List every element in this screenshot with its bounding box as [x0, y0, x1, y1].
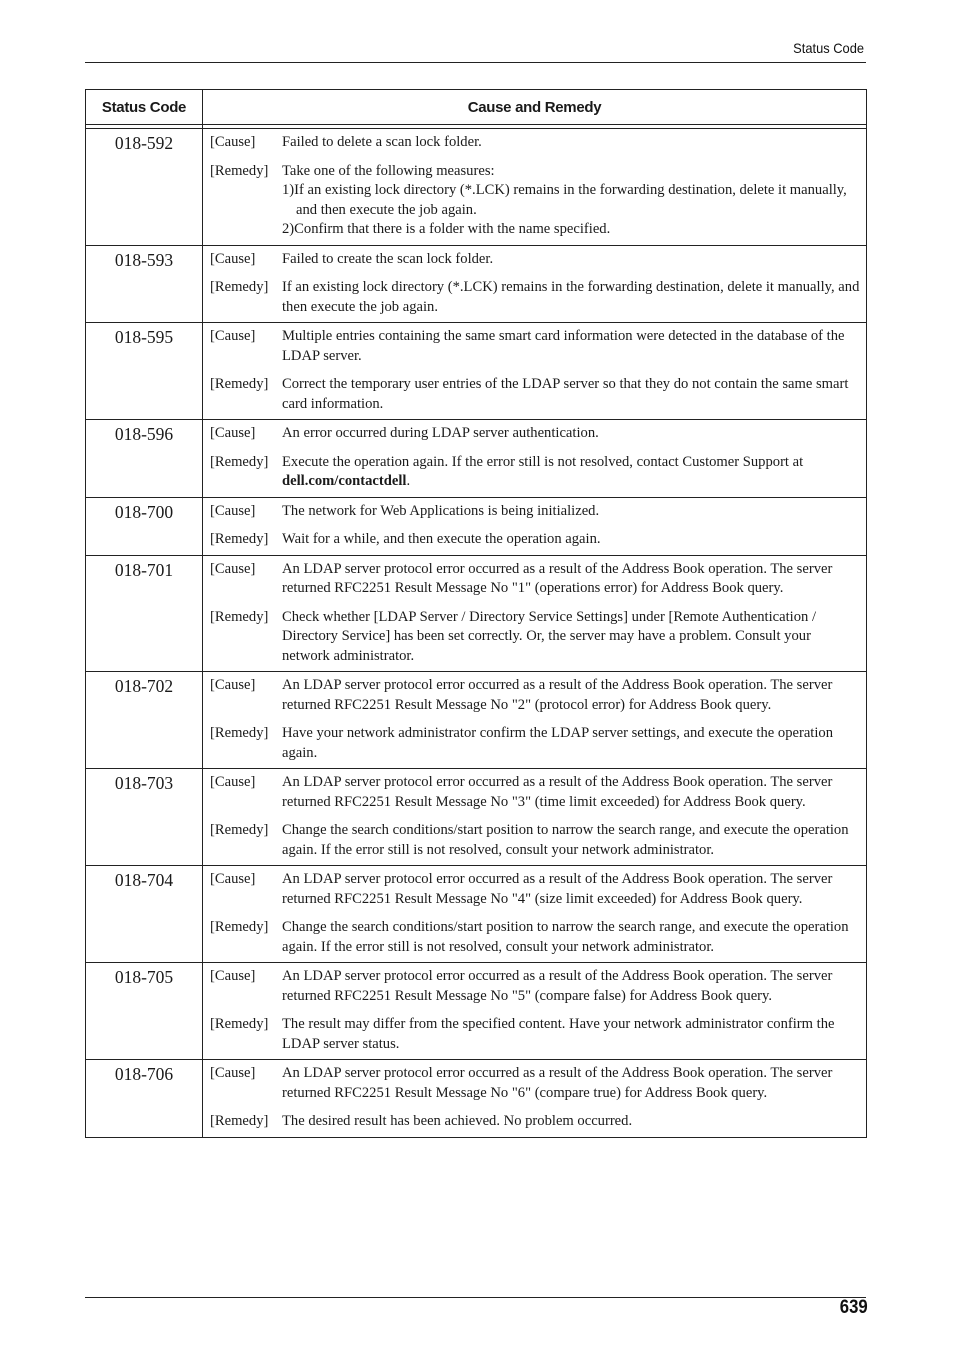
status-code-cell: 018-704 — [86, 866, 203, 963]
cause-entry — [210, 967, 860, 1006]
table-body — [86, 129, 867, 1138]
table-row — [86, 323, 867, 420]
support-url-text: dell.com/contactdell — [282, 473, 407, 489]
remedy-entry — [210, 1112, 860, 1132]
entry-text-segment: Have your network administrator confirm the LDAP server settings, and execute the operation again. — [282, 725, 834, 761]
remedy-measure-item: 1)If an existing lock directory (*.LCK) remains in the forwarding destination, delete it manually, and then execute the job again. — [282, 182, 847, 218]
table-row — [86, 129, 867, 246]
remedy-measure-item: 2)Confirm that there is a folder with the name specified. — [282, 221, 611, 237]
entry-text — [282, 1112, 860, 1132]
entry-text — [282, 821, 860, 860]
entry-tag: [Cause] — [210, 560, 256, 577]
entry-text — [282, 502, 860, 522]
entry-text-segment: An LDAP server protocol error occurred as a result of the Address Book operation. The server returned RFC2251 Result Message No "1" (operations error) for Address Book query. — [282, 560, 833, 596]
entry-text-segment: An LDAP server protocol error occurred as a result of the Address Book operation. The server returned RFC2251 Result Message No "6" (compare true) for Address Book query. — [282, 1065, 833, 1101]
entry-tag: [Remedy] — [210, 531, 269, 547]
entry-tag: [Cause] — [210, 871, 256, 887]
cause-entry — [210, 560, 860, 599]
entry-text-segment: Execute the operation again. If the error still is not resolved, contact Customer Support at — [282, 453, 804, 470]
status-code-table — [85, 89, 867, 1138]
entry-text-line — [282, 278, 860, 317]
entry-text-segment: Correct the temporary user entries of the LDAP server so that they do not contain the same smart card information. — [282, 376, 849, 412]
remedy-entry — [210, 162, 860, 240]
entry-text-segment: If an existing lock directory (*.LCK) remains in the forwarding destination, delete it manually, and then execute the job again. — [282, 279, 860, 315]
entry-text — [282, 967, 860, 1006]
entry-tag: [Cause] — [210, 134, 256, 150]
status-code-cell: 018-700 — [86, 497, 203, 555]
status-code-table-container — [85, 89, 866, 1138]
entry-text — [282, 424, 860, 444]
cause-remedy-cell — [203, 420, 867, 498]
entry-text — [282, 133, 860, 153]
entry-text-segment: An error occurred during LDAP server authentication. — [282, 425, 599, 441]
cause-remedy-cell — [203, 555, 867, 672]
entry-tag: [Cause] — [210, 968, 256, 984]
cause-entry — [210, 327, 860, 366]
entry-text — [282, 608, 860, 667]
remedy-entry — [210, 278, 860, 317]
entry-text-segment: The result may differ from the specified content. Have your network administrator confirm the LDAP server status. — [282, 1016, 835, 1052]
entry-text — [282, 327, 860, 366]
header-rule — [85, 62, 866, 63]
entry-text — [282, 1064, 860, 1103]
entry-text — [282, 250, 860, 270]
entry-text-line — [282, 560, 860, 599]
cause-remedy-cell — [203, 769, 867, 866]
entry-text-line — [282, 1064, 860, 1103]
status-code-cell: 018-593 — [86, 245, 203, 323]
status-code-cell: 018-705 — [86, 963, 203, 1060]
entry-text-segment: An LDAP server protocol error occurred as a result of the Address Book operation. The server returned RFC2251 Result Message No "3" (time limit exceeded) for Address Book query. — [282, 774, 833, 810]
table-row — [86, 1060, 867, 1138]
entry-text — [282, 676, 860, 715]
cause-remedy-cell — [203, 963, 867, 1060]
remedy-entry — [210, 918, 860, 957]
entry-text — [282, 724, 860, 763]
table-row — [86, 245, 867, 323]
entry-tag: [Cause] — [210, 1065, 256, 1081]
entry-text-line — [282, 676, 860, 715]
status-code-cell: 018-703 — [86, 769, 203, 866]
table-row — [86, 769, 867, 866]
column-header-cause-remedy: Cause and Remedy — [203, 90, 867, 125]
entry-tag: [Cause] — [210, 774, 256, 790]
cause-remedy-cell — [203, 245, 867, 323]
entry-text — [282, 560, 860, 599]
entry-text-segment: Take one of the following measures: — [282, 162, 495, 179]
entry-tag: [Remedy] — [210, 453, 269, 470]
cause-entry — [210, 773, 860, 812]
entry-text-segment: The desired result has been achieved. No problem occurred. — [282, 1113, 633, 1129]
entry-text-line — [282, 424, 860, 444]
table-row — [86, 672, 867, 769]
column-header-status-code: Status Code — [86, 90, 203, 125]
status-code-cell: 018-595 — [86, 323, 203, 420]
entry-text-line — [282, 530, 860, 550]
entry-tag: [Remedy] — [210, 1113, 269, 1129]
remedy-entry — [210, 1015, 860, 1054]
entry-tag: [Remedy] — [210, 279, 269, 295]
entry-tag: [Remedy] — [210, 725, 269, 741]
status-code-cell: 018-596 — [86, 420, 203, 498]
entry-text-line — [282, 453, 860, 492]
entry-text — [282, 453, 860, 492]
entry-text-suffix: . — [406, 473, 411, 489]
remedy-entry — [210, 453, 860, 492]
table-row — [86, 420, 867, 498]
entry-text-segment: Multiple entries containing the same smart card information were detected in the database of the LDAP server. — [282, 328, 845, 364]
cause-entry — [210, 870, 860, 909]
entry-text-line — [282, 162, 860, 182]
cause-entry — [210, 676, 860, 715]
status-code-cell: 018-702 — [86, 672, 203, 769]
cause-entry — [210, 1064, 860, 1103]
entry-tag: [Remedy] — [210, 919, 269, 935]
entry-text-segment: Change the search conditions/start position to narrow the search range, and execute the operation again. If the error still is not resolved, consult your network administrator. — [282, 822, 849, 858]
entry-text-line — [282, 608, 860, 667]
cause-entry — [210, 502, 860, 522]
entry-tag: [Remedy] — [210, 822, 269, 838]
entry-text — [282, 870, 860, 909]
table-row — [86, 555, 867, 672]
entry-text — [282, 375, 860, 414]
entry-text-segment: An LDAP server protocol error occurred as a result of the Address Book operation. The server returned RFC2251 Result Message No "4" (size limit exceeded) for Address Book query. — [282, 871, 833, 907]
entry-text-segment: An LDAP server protocol error occurred as a result of the Address Book operation. The server returned RFC2251 Result Message No "5" (compare false) for Address Book query. — [282, 968, 833, 1004]
entry-text-line — [282, 502, 860, 522]
entry-text-segment: Failed to delete a scan lock folder. — [282, 134, 482, 150]
entry-text — [282, 278, 860, 317]
entry-text-line — [282, 724, 860, 763]
table-header-row — [86, 90, 867, 125]
entry-tag: [Remedy] — [210, 376, 269, 392]
entry-text-line — [282, 250, 860, 270]
entry-tag: [Cause] — [210, 502, 256, 519]
entry-text-line — [282, 1015, 860, 1054]
status-code-cell: 018-706 — [86, 1060, 203, 1138]
cause-entry — [210, 250, 860, 270]
cause-remedy-cell — [203, 1060, 867, 1138]
status-code-cell: 018-592 — [86, 129, 203, 246]
entry-text-line — [282, 870, 860, 909]
running-header-title: Status Code — [793, 40, 864, 56]
entry-text — [282, 162, 860, 240]
page-number: 639 — [840, 1297, 868, 1318]
entry-text-line — [282, 773, 860, 812]
entry-text — [282, 918, 860, 957]
table-row — [86, 866, 867, 963]
entry-text-line — [282, 375, 860, 414]
entry-text-line — [282, 327, 860, 366]
remedy-entry — [210, 821, 860, 860]
cause-remedy-cell — [203, 129, 867, 246]
cause-entry — [210, 133, 860, 153]
entry-text-line — [282, 133, 860, 153]
entry-tag: [Remedy] — [210, 162, 269, 179]
cause-remedy-cell — [203, 497, 867, 555]
cause-remedy-cell — [203, 672, 867, 769]
entry-text-line — [282, 918, 860, 957]
table-row — [86, 963, 867, 1060]
entry-text-segment: An LDAP server protocol error occurred as a result of the Address Book operation. The server returned RFC2251 Result Message No "2" (protocol error) for Address Book query. — [282, 677, 833, 713]
entry-text-segment: Change the search conditions/start position to narrow the search range, and execute the operation again. If the error still is not resolved, consult your network administrator. — [282, 919, 849, 955]
status-code-cell: 018-701 — [86, 555, 203, 672]
cause-entry — [210, 424, 860, 444]
remedy-entry — [210, 530, 860, 550]
remedy-entry — [210, 375, 860, 414]
entry-text — [282, 773, 860, 812]
entry-tag: [Cause] — [210, 677, 256, 693]
entry-text-line — [282, 1112, 860, 1132]
remedy-entry — [210, 724, 860, 763]
remedy-entry — [210, 608, 860, 667]
entry-text-segment: Failed to create the scan lock folder. — [282, 250, 494, 267]
entry-tag: [Cause] — [210, 250, 256, 267]
entry-text-line — [282, 967, 860, 1006]
footer-rule — [85, 1297, 866, 1298]
entry-tag: [Remedy] — [210, 1016, 269, 1032]
entry-tag: [Remedy] — [210, 608, 269, 625]
entry-text-segment: Wait for a while, and then execute the operation again. — [282, 531, 601, 547]
entry-text-line — [282, 821, 860, 860]
table-row — [86, 497, 867, 555]
cause-remedy-cell — [203, 866, 867, 963]
entry-tag: [Cause] — [210, 328, 256, 344]
entry-tag: [Cause] — [210, 425, 256, 441]
cause-remedy-cell — [203, 323, 867, 420]
entry-text — [282, 530, 860, 550]
entry-text-segment: Check whether [LDAP Server / Directory Service Settings] under [Remote Authentication / Directory Service] has been set correctly. Or, the server may have a problem. Consult your network administrator. — [282, 608, 817, 664]
entry-text — [282, 1015, 860, 1054]
entry-text-segment: The network for Web Applications is being initialized. — [282, 502, 600, 519]
